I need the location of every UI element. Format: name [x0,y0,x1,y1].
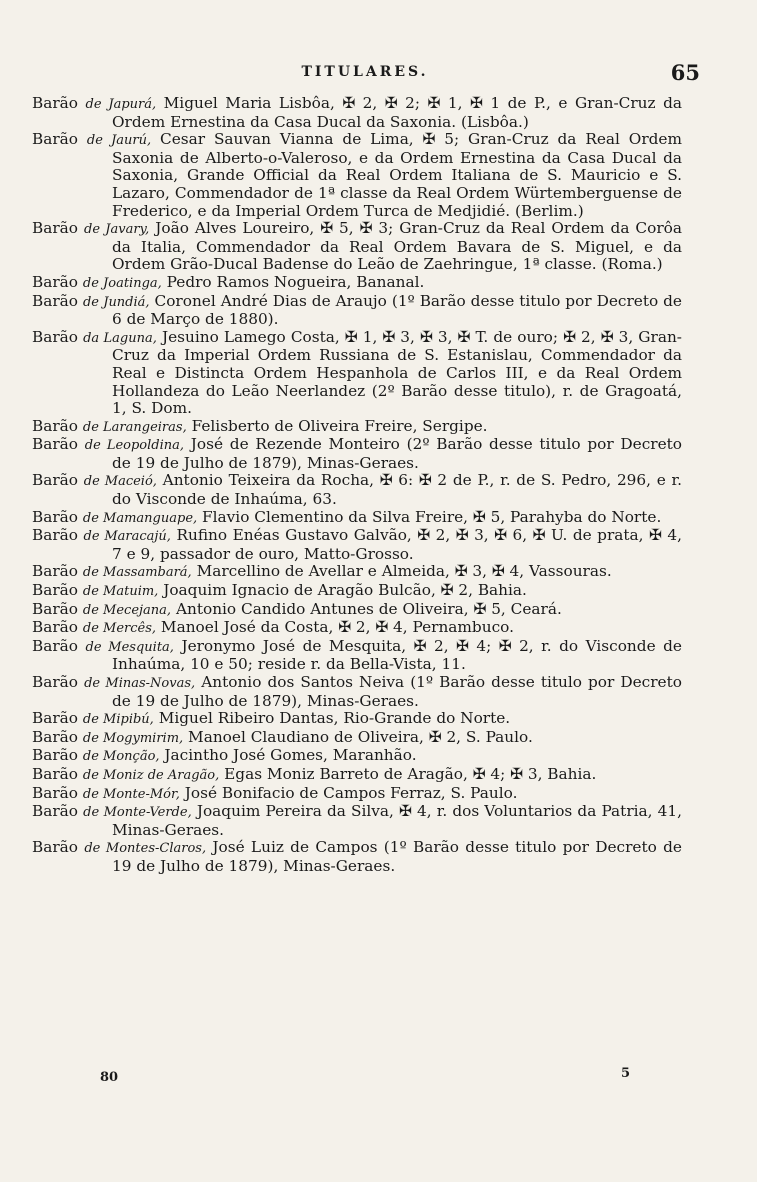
entry-title: de Mecejana, [82,602,172,618]
entry-title: de Mogymirim, [82,730,184,746]
entry-prefix: Barão [32,764,79,783]
entry-prefix: Barão [32,272,79,291]
entry-title: de Montes-Claros, [84,841,207,857]
title-entry [32,747,682,766]
entry-title: de Maracajú, [83,529,171,545]
entry-text: Egas Moniz Barreto de Aragão, ✠ 4; ✠ 3, Bahia. [224,764,597,783]
entry-text: Joaquim Pereira da Silva, ✠ 4, r. dos Voluntarios da Patria, 41, Minas-Geraes. [112,802,682,839]
page-number: 65 [670,60,700,85]
entry-text: Jesuino Lamego Costa, ✠ 1, ✠ 3, ✠ 3, ✠ T. de ouro; ✠ 2, ✠ 3, Gran-Cruz da Imperial Ordem Russiana de S. Estanislau, Commendador da Real e Distincta Ordem Hespanhola de Carlos III, e da Real Ordem Hollandeza do Leão Neerlandez (2º Barão desse titulo), r. de Gragoatá, 1, S. Dom. [112,327,682,418]
title-entry [32,95,682,131]
entry-title: de Minas-Novas, [84,676,196,691]
title-entry [32,563,682,582]
entry-prefix: Barão [32,673,79,691]
entry-prefix: Barão [32,783,79,802]
title-entry [32,329,682,418]
entry-text: Jacintho José Gomes, Maranhão. [164,746,417,765]
entry-text: Cesar Sauvan Vianna de Lima, ✠ 5; Gran-Cruz da Real Ordem Saxonia de Alberto-o-Valeroso, e da Ordem Ernestina da Casa Ducal da Saxonia, Grande Official da Real Ordem Italiana de S. Mauricio e S. Lazaro, Commendador de 1ª classe da Real Ordem Würtemberguense de Frederico, e da Imperial Ordem Turca de Medjidié. (Berlim.) [112,130,682,220]
entry-prefix: Barão [32,219,79,238]
running-title: TITULARES. [301,64,429,80]
entry-prefix: Barão [32,838,79,857]
entry-title: da Laguna, [83,330,157,346]
entry-prefix: Barão [32,435,79,454]
title-entry [32,293,682,329]
entry-prefix: Barão [32,727,79,746]
entry-title: de Massambará, [82,565,192,581]
entry-title: de Japurá, [85,97,157,112]
title-entry [32,710,682,729]
signature-mark-left: 80 [100,1070,119,1085]
title-entry [32,674,682,710]
entry-text: Flavio Clementino da Silva Freire, ✠ 5, Parahyba do Norte. [202,507,662,526]
entry-title: de Larangeiras, [82,419,187,435]
title-entry [32,729,682,748]
title-entry [32,766,682,785]
title-entry [32,582,682,601]
entry-prefix: Barão [32,562,79,581]
title-entry [32,418,682,437]
entry-text: Coronel André Dias de Araujo (1º Barão desse titulo por Decreto de 6 de Março de 1880). [112,291,682,329]
signature-mark-right: 5 [620,1066,630,1081]
title-entry [32,436,682,472]
entry-title: de Mamanguape, [82,510,198,526]
entry-text: Joaquim Ignacio de Aragão Bulcão, ✠ 2, Bahia. [163,581,527,600]
entry-text: Marcellino de Avellar e Almeida, ✠ 3, ✠ 4, Vassouras. [196,562,612,581]
entry-prefix: Barão [32,709,79,728]
entry-prefix: Barão [32,130,79,149]
page-footer [100,1066,630,1090]
entry-text: Antonio dos Santos Neiva (1º Barão desse titulo por Decreto de 19 de Julho de 1879), Minas-Geraes. [112,673,682,710]
entry-prefix: Barão [32,471,79,490]
title-entry [32,274,682,293]
entry-prefix: Barão [32,618,79,637]
entry-text: Manoel José da Costa, ✠ 2, ✠ 4, Pernambuco. [160,618,514,637]
entry-prefix: Barão [32,802,79,821]
entry-text: Pedro Ramos Nogueira, Bananal. [166,272,425,291]
entry-title: de Joatinga, [82,275,162,291]
entry-prefix: Barão [32,746,79,765]
entry-prefix: Barão [32,526,79,545]
entry-text: Antonio Candido Antunes de Oliveira, ✠ 5, Ceará. [175,599,562,618]
entry-text: Manoel Claudiano de Oliveira, ✠ 2, S. Paulo. [188,727,533,746]
title-entry [32,785,682,804]
title-entry [32,527,682,563]
entry-title: de Leopoldina, [84,438,185,454]
entry-text: Antonio Teixeira da Rocha, ✠ 6: ✠ 2 de P., r. de S. Pedro, 296, e r. do Visconde de Inhaúma, 63. [112,471,682,509]
entry-title: de Monção, [82,749,160,765]
title-entry [32,472,682,508]
entry-list [32,95,682,876]
entry-prefix: Barão [32,416,79,435]
title-entry [32,839,682,875]
entry-prefix: Barão [32,94,79,112]
page-header [30,60,700,94]
entry-text: João Alves Loureiro, ✠ 5, ✠ 3; Gran-Cruz da Real Ordem da Corôa da Italia, Commendador da Real Ordem Bavara de S. Miguel, e da Ordem Grão-Ducal Badense do Leão de Zaehringue, 1ª classe. (Roma.) [112,219,682,274]
entry-prefix: Barão [32,581,79,600]
entry-title: de Mesquita, [85,639,174,655]
entry-text: Miguel Maria Lisbôa, ✠ 2, ✠ 2; ✠ 1, ✠ 1 de P., e Gran-Cruz da Ordem Ernestina da Casa Ducal da Saxonia. (Lisbôa.) [112,94,682,131]
title-entry [32,131,682,220]
entry-title: de Mipibú, [82,712,154,728]
entry-text: Miguel Ribeiro Dantas, Rio-Grande do Norte. [158,709,511,728]
entry-title: de Monte-Mór, [82,786,180,802]
entry-text: Jeronymo José de Mesquita, ✠ 2, ✠ 4; ✠ 2, r. do Visconde de Inhaúma, 10 e 50; reside r. da Bella-Vista, 11. [112,636,682,674]
entry-text: José Bonifacio de Campos Ferraz, S. Paulo. [184,783,518,802]
entry-prefix: Barão [32,636,79,655]
entry-text: José de Rezende Monteiro (2º Barão desse titulo por Decreto de 19 de Julho de 1879), Minas-Geraes. [112,435,682,472]
title-entry [32,509,682,528]
entry-prefix: Barão [32,599,79,618]
entry-prefix: Barão [32,291,79,310]
title-entry [32,803,682,839]
entry-title: de Monte-Verde, [83,805,192,821]
title-entry [32,601,682,620]
entry-prefix: Barão [32,507,79,526]
entry-prefix: Barão [32,327,79,346]
entry-title: de Jaurú, [86,133,152,149]
entry-text: José Luiz de Campos (1º Barão desse titulo por Decreto de 19 de Julho de 1879), Minas-Geraes. [112,838,682,875]
entry-title: de Javary, [84,222,150,238]
entry-title: de Moniz de Aragão, [82,767,220,783]
entry-title: de Mercês, [82,621,157,637]
title-entry [32,619,682,638]
entry-title: de Matuim, [82,584,159,600]
title-entry [32,220,682,274]
entry-text: Rufino Enéas Gustavo Galvão, ✠ 2, ✠ 3, ✠ 6, ✠ U. de prata, ✠ 4, 7 e 9, passador de ouro, Matto-Grosso. [112,526,682,563]
entry-title: de Maceió, [83,474,157,490]
title-entry [32,638,682,674]
entry-text: Felisberto de Oliveira Freire, Sergipe. [191,416,488,435]
entry-title: de Jundiá, [82,294,150,310]
